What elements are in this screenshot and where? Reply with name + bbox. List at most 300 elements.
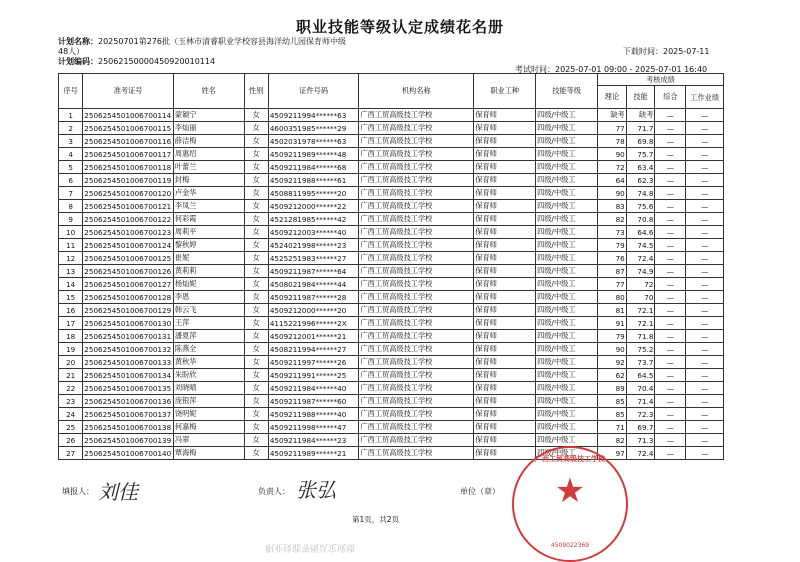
cell-work: —: [686, 161, 724, 174]
cell-skill: 75.6: [626, 200, 655, 213]
cell-id: 4508811995******20: [268, 187, 359, 200]
cell-skill: 72.4: [626, 252, 655, 265]
cell-job: 保育师: [474, 382, 536, 395]
cell-theory: 72: [598, 161, 627, 174]
cell-theory: 91: [598, 317, 627, 330]
cell-gender: 女: [244, 213, 268, 226]
cell-id: 4115221996******2X: [268, 317, 359, 330]
cell-work: —: [686, 226, 724, 239]
cell-theory: 80: [598, 291, 627, 304]
cell-name: 王萍: [173, 317, 244, 330]
cell-gender: 女: [244, 161, 268, 174]
unit-label: 单位（章）: [460, 487, 500, 496]
cell-seq: 21: [59, 369, 83, 382]
cell-id: 4508021984******44: [268, 278, 359, 291]
cell-org: 广西工贸高级技工学校: [359, 161, 474, 174]
table-row: [59, 161, 724, 174]
cell-theory: 92: [598, 356, 627, 369]
cell-seq: 26: [59, 434, 83, 447]
cell-seq: 17: [59, 317, 83, 330]
cell-skill: 62.3: [626, 174, 655, 187]
cell-job: 保育师: [474, 421, 536, 434]
cell-gender: 女: [244, 330, 268, 343]
cell-gender: 女: [244, 317, 268, 330]
cell-name: 刘晓晴: [173, 382, 244, 395]
cell-org: 广西工贸高级技工学校: [359, 291, 474, 304]
cell-comp: —: [655, 395, 686, 408]
cell-id: 4509211984******68: [268, 161, 359, 174]
cell-cert: 2506254501006700119: [83, 174, 174, 187]
cell-level: 四级/中级工: [536, 408, 598, 421]
cell-comp: —: [655, 135, 686, 148]
cell-cert: 2506254501006700120: [83, 187, 174, 200]
cell-job: 保育师: [474, 317, 536, 330]
cell-seq: 7: [59, 187, 83, 200]
table-row: [59, 226, 724, 239]
cell-gender: 女: [244, 174, 268, 187]
cell-level: 四级/中级工: [536, 395, 598, 408]
cell-gender: 女: [244, 187, 268, 200]
cell-level: 四级/中级工: [536, 148, 598, 161]
cell-org: 广西工贸高级技工学校: [359, 252, 474, 265]
cell-job: 保育师: [474, 434, 536, 447]
cell-level: 四级/中级工: [536, 343, 598, 356]
cell-level: 四级/中级工: [536, 239, 598, 252]
cell-gender: 女: [244, 447, 268, 460]
cell-gender: 女: [244, 135, 268, 148]
cell-work: —: [686, 408, 724, 421]
cell-gender: 女: [244, 226, 268, 239]
cell-theory: 62: [598, 369, 627, 382]
cell-level: 四级/中级工: [536, 421, 598, 434]
cell-seq: 20: [59, 356, 83, 369]
cell-seq: 14: [59, 278, 83, 291]
table-row: [59, 239, 724, 252]
cell-name: 封梅: [173, 174, 244, 187]
cell-level: 四级/中级工: [536, 317, 598, 330]
header-id: 证件号码: [268, 74, 359, 109]
cell-comp: —: [655, 369, 686, 382]
cell-comp: —: [655, 109, 686, 122]
cell-level: 四级/中级工: [536, 369, 598, 382]
cell-job: 保育师: [474, 278, 536, 291]
cell-work: —: [686, 356, 724, 369]
cell-level: 四级/中级工: [536, 382, 598, 395]
cell-id: 4509211984******23: [268, 434, 359, 447]
plan-code-label: 计划编码：: [58, 57, 98, 66]
cell-cert: 2506254501006700139: [83, 434, 174, 447]
cell-theory: 79: [598, 239, 627, 252]
cell-id: 4509211997******26: [268, 356, 359, 369]
cell-work: —: [686, 304, 724, 317]
cell-skill: 73.7: [626, 356, 655, 369]
download-time: 下载时间：2025-07-11: [623, 47, 710, 56]
cell-level: 四级/中级工: [536, 109, 598, 122]
cell-gender: 女: [244, 356, 268, 369]
cell-org: 广西工贸高级技工学校: [359, 122, 474, 135]
cell-name: 覃海梅: [173, 447, 244, 460]
table-row: [59, 421, 724, 434]
cell-org: 广西工贸高级技工学校: [359, 317, 474, 330]
cell-gender: 女: [244, 408, 268, 421]
cell-org: 广西工贸高级技工学校: [359, 356, 474, 369]
cell-job: 保育师: [474, 122, 536, 135]
cell-level: 四级/中级工: [536, 291, 598, 304]
table-row: [59, 265, 724, 278]
cell-seq: 27: [59, 447, 83, 460]
cell-skill: 70.8: [626, 213, 655, 226]
cell-name: 蒙颖宁: [173, 109, 244, 122]
cell-level: 四级/中级工: [536, 226, 598, 239]
plan-code-value: 250621500004509200101​14: [98, 57, 216, 66]
cell-id: 4521281985******42: [268, 213, 359, 226]
cell-skill: 72.1: [626, 304, 655, 317]
table-row: [59, 109, 724, 122]
cell-skill: 71.4: [626, 395, 655, 408]
cell-comp: —: [655, 252, 686, 265]
cell-seq: 13: [59, 265, 83, 278]
cell-comp: —: [655, 343, 686, 356]
cell-name: 何彩霞: [173, 213, 244, 226]
cell-level: 四级/中级工: [536, 304, 598, 317]
cell-gender: 女: [244, 421, 268, 434]
cell-cert: 2506254501006700115: [83, 122, 174, 135]
cell-job: 保育师: [474, 447, 536, 460]
cell-seq: 6: [59, 174, 83, 187]
cell-job: 保育师: [474, 356, 536, 369]
cell-seq: 4: [59, 148, 83, 161]
cell-id: 4525251983******27: [268, 252, 359, 265]
cell-cert: 2506254501006700116: [83, 135, 174, 148]
cell-job: 保育师: [474, 395, 536, 408]
cell-theory: 77: [598, 122, 627, 135]
cell-name: 薛洁梅: [173, 135, 244, 148]
cell-org: 广西工贸高级技工学校: [359, 226, 474, 239]
bleed-through-text: 职业技能等级认定成绩: [265, 542, 356, 552]
cell-work: —: [686, 369, 724, 382]
cell-work: —: [686, 291, 724, 304]
plan-name-continued: 48人）: [58, 47, 85, 56]
cell-job: 保育师: [474, 330, 536, 343]
plan-code: [58, 56, 215, 67]
filler-label: 填报人：: [62, 487, 94, 496]
cell-id: 4509211987******28: [268, 291, 359, 304]
cell-cert: 2506254501006700117: [83, 148, 174, 161]
table-row: [59, 174, 724, 187]
cell-org: 广西工贸高级技工学校: [359, 265, 474, 278]
cell-id: 4524021998******23: [268, 239, 359, 252]
cell-skill: 72.1: [626, 317, 655, 330]
cell-work: —: [686, 148, 724, 161]
header-work: 工作业绩: [686, 86, 724, 109]
cell-skill: 63.4: [626, 161, 655, 174]
table-row: [59, 200, 724, 213]
cell-comp: —: [655, 304, 686, 317]
cell-skill: 75.2: [626, 343, 655, 356]
cell-work: —: [686, 434, 724, 447]
cell-gender: 女: [244, 434, 268, 447]
cell-level: 四级/中级工: [536, 174, 598, 187]
cell-work: —: [686, 278, 724, 291]
plan-name-label: 计划名称：: [58, 37, 98, 46]
cell-theory: 90: [598, 343, 627, 356]
cell-org: 广西工贸高级技工学校: [359, 304, 474, 317]
cell-seq: 10: [59, 226, 83, 239]
table-row: [59, 330, 724, 343]
table-row: [59, 434, 724, 447]
cell-skill: 74.9: [626, 265, 655, 278]
cell-work: —: [686, 382, 724, 395]
cell-comp: —: [655, 421, 686, 434]
cell-level: 四级/中级工: [536, 187, 598, 200]
table-row: [59, 304, 724, 317]
table-row: [59, 343, 724, 356]
cell-comp: —: [655, 317, 686, 330]
cell-name: 庞银萍: [173, 395, 244, 408]
cell-theory: 73: [598, 226, 627, 239]
seal-ring-text: 广西工贸高级技工学校: [535, 455, 605, 463]
cell-org: 广西工贸高级技工学校: [359, 330, 474, 343]
cell-level: 四级/中级工: [536, 356, 598, 369]
cell-comp: —: [655, 200, 686, 213]
cell-level: 四级/中级工: [536, 265, 598, 278]
cell-level: 四级/中级工: [536, 278, 598, 291]
table-row: [59, 395, 724, 408]
cell-name: 周莉平: [173, 226, 244, 239]
header-comp: 综合: [655, 86, 686, 109]
cell-name: 黄莉莉: [173, 265, 244, 278]
cell-id: 4509211989******21: [268, 447, 359, 460]
cell-theory: 71: [598, 421, 627, 434]
cell-cert: 2506254501006700135: [83, 382, 174, 395]
cell-org: 广西工贸高级技工学校: [359, 174, 474, 187]
cell-id: 4509212001******21: [268, 330, 359, 343]
cell-cert: 2506254501006700138: [83, 421, 174, 434]
cell-comp: —: [655, 148, 686, 161]
cell-job: 保育师: [474, 265, 536, 278]
cell-gender: 女: [244, 148, 268, 161]
table-row: [59, 148, 724, 161]
header-seq: 序号: [59, 74, 83, 109]
cell-cert: 2506254501006700122: [83, 213, 174, 226]
cell-comp: —: [655, 408, 686, 421]
cell-theory: 82: [598, 434, 627, 447]
filler-signature: 刘佳: [98, 480, 138, 504]
cell-cert: 2506254501006700124: [83, 239, 174, 252]
cell-org: 广西工贸高级技工学校: [359, 200, 474, 213]
table-row: [59, 252, 724, 265]
cell-name: 冯翠: [173, 434, 244, 447]
cell-comp: —: [655, 226, 686, 239]
cell-seq: 9: [59, 213, 83, 226]
cell-comp: —: [655, 447, 686, 460]
cell-gender: 女: [244, 252, 268, 265]
plan-name: [58, 36, 346, 47]
cell-org: 广西工贸高级技工学校: [359, 239, 474, 252]
cell-job: 保育师: [474, 148, 536, 161]
cell-theory: 90: [598, 187, 627, 200]
cell-job: 保育师: [474, 239, 536, 252]
cell-gender: 女: [244, 200, 268, 213]
cell-id: 4509212000******20: [268, 304, 359, 317]
cell-job: 保育师: [474, 200, 536, 213]
cell-theory: 85: [598, 408, 627, 421]
cell-work: —: [686, 395, 724, 408]
cell-job: 保育师: [474, 161, 536, 174]
table-row: [59, 369, 724, 382]
cell-seq: 22: [59, 382, 83, 395]
cell-seq: 16: [59, 304, 83, 317]
cell-work: —: [686, 421, 724, 434]
cell-gender: 女: [244, 239, 268, 252]
cell-comp: —: [655, 265, 686, 278]
cell-job: 保育师: [474, 109, 536, 122]
cell-theory: 87: [598, 265, 627, 278]
cell-cert: 2506254501006700128: [83, 291, 174, 304]
header-skill: 技能: [626, 86, 655, 109]
page-title: 职业技能等级认定成绩花名册: [295, 18, 504, 36]
cell-cert: 250625450100670011​4: [83, 109, 174, 122]
cell-job: 保育师: [474, 187, 536, 200]
cell-skill: 70: [626, 291, 655, 304]
cell-skill: 64.6: [626, 226, 655, 239]
cell-id: 4509211994******63: [268, 109, 359, 122]
cell-work: —: [686, 330, 724, 343]
cell-comp: —: [655, 330, 686, 343]
header-cert: 准考证号: [83, 74, 174, 109]
cell-id: 4509212003******40: [268, 226, 359, 239]
exam-time: 考试时间：2025-07-01 09:00 - 2025-07-01 16:40: [515, 65, 708, 74]
cell-level: 四级/中级工: [536, 200, 598, 213]
cell-cert: 2506254501006700121: [83, 200, 174, 213]
table-row: [59, 135, 724, 148]
cell-id: 4509211991******25: [268, 369, 359, 382]
cell-comp: —: [655, 278, 686, 291]
cell-skill: 72.3: [626, 408, 655, 421]
cell-comp: —: [655, 382, 686, 395]
cell-work: —: [686, 265, 724, 278]
cell-theory: 97: [598, 447, 627, 460]
cell-name: 饶明妮: [173, 408, 244, 421]
table-row: [59, 213, 724, 226]
cell-job: 保育师: [474, 213, 536, 226]
cell-seq: 5: [59, 161, 83, 174]
cell-gender: 女: [244, 395, 268, 408]
cell-work: —: [686, 252, 724, 265]
cell-seq: 2: [59, 122, 83, 135]
table-row: [59, 317, 724, 330]
cell-comp: —: [655, 174, 686, 187]
cell-org: 广西工贸高级技工学校: [359, 382, 474, 395]
cell-id: 4502031978******63: [268, 135, 359, 148]
cell-name: 周惠绍: [173, 148, 244, 161]
cell-cert: 2506254501006700132: [83, 343, 174, 356]
cell-id: 4508211994******27: [268, 343, 359, 356]
cell-seq: 15: [59, 291, 83, 304]
cell-skill: 64.5: [626, 369, 655, 382]
cell-seq: 8: [59, 200, 83, 213]
cell-job: 保育师: [474, 135, 536, 148]
cell-comp: —: [655, 239, 686, 252]
cell-level: 四级/中级工: [536, 161, 598, 174]
header-theory: 理论: [598, 86, 627, 109]
cell-job: 保育师: [474, 174, 536, 187]
cell-skill: 71.8: [626, 330, 655, 343]
cell-org: 广西工贸高级技工学校: [359, 408, 474, 421]
cell-theory: 82: [598, 213, 627, 226]
cell-seq: 24: [59, 408, 83, 421]
cell-id: 4600351985******29: [268, 122, 359, 135]
cell-id: 4509211988******40: [268, 408, 359, 421]
cell-cert: 2506254501006700125: [83, 252, 174, 265]
cell-seq: 19: [59, 343, 83, 356]
header-job: 职业工种: [474, 74, 536, 109]
header-org: 机构名称: [359, 74, 474, 109]
cell-work: —: [686, 343, 724, 356]
cell-level: 四级/中级工: [536, 434, 598, 447]
cell-job: 保育师: [474, 408, 536, 421]
cell-comp: —: [655, 213, 686, 226]
cell-cert: 2506254501006700131: [83, 330, 174, 343]
cell-name: 何嘉梅: [173, 421, 244, 434]
cell-id: 4509212000******22: [268, 200, 359, 213]
cell-gender: 女: [244, 122, 268, 135]
cell-theory: 83: [598, 200, 627, 213]
cell-cert: 2506254501006700130: [83, 317, 174, 330]
cell-id: 4509211987******64: [268, 265, 359, 278]
cell-theory: 81: [598, 304, 627, 317]
cell-name: 李灿丽: [173, 122, 244, 135]
table-row: [59, 356, 724, 369]
cell-cert: 2506254501006700126: [83, 265, 174, 278]
cell-comp: —: [655, 356, 686, 369]
cell-work: —: [686, 447, 724, 460]
cell-cert: 2506254501006700140: [83, 447, 174, 460]
cell-comp: —: [655, 187, 686, 200]
cell-work: —: [686, 239, 724, 252]
cell-skill: 75.7: [626, 148, 655, 161]
cell-org: 广西工贸高级技工学校: [359, 109, 474, 122]
cell-level: 四级/中级工: [536, 447, 598, 460]
table-row: [59, 291, 724, 304]
cell-org: 广西工贸高级技工学校: [359, 213, 474, 226]
cell-job: 保育师: [474, 343, 536, 356]
cell-seq: 11: [59, 239, 83, 252]
cell-org: 广西工贸高级技工学校: [359, 447, 474, 460]
cell-name: 韩云飞: [173, 304, 244, 317]
header-scores: 考核成绩: [598, 74, 724, 86]
cell-cert: 2506254501006700127: [83, 278, 174, 291]
cell-gender: 女: [244, 291, 268, 304]
cell-cert: 2506254501006700118: [83, 161, 174, 174]
cell-comp: —: [655, 122, 686, 135]
cell-theory: 64: [598, 174, 627, 187]
cell-org: 广西工贸高级技工学校: [359, 395, 474, 408]
cell-skill: 74.5: [626, 239, 655, 252]
cell-skill: 72.4: [626, 447, 655, 460]
cell-job: 保育师: [474, 304, 536, 317]
cell-cert: 2506254501006700136: [83, 395, 174, 408]
header-level: 技能等级: [536, 74, 598, 109]
cell-work: —: [686, 109, 724, 122]
header-name: 姓名: [173, 74, 244, 109]
cell-org: 广西工贸高级技工学校: [359, 187, 474, 200]
cell-theory: 77: [598, 278, 627, 291]
cell-name: 杨灿妮: [173, 278, 244, 291]
cell-theory: 79: [598, 330, 627, 343]
table-row: [59, 278, 724, 291]
leader-signature: 张弘: [296, 478, 336, 502]
